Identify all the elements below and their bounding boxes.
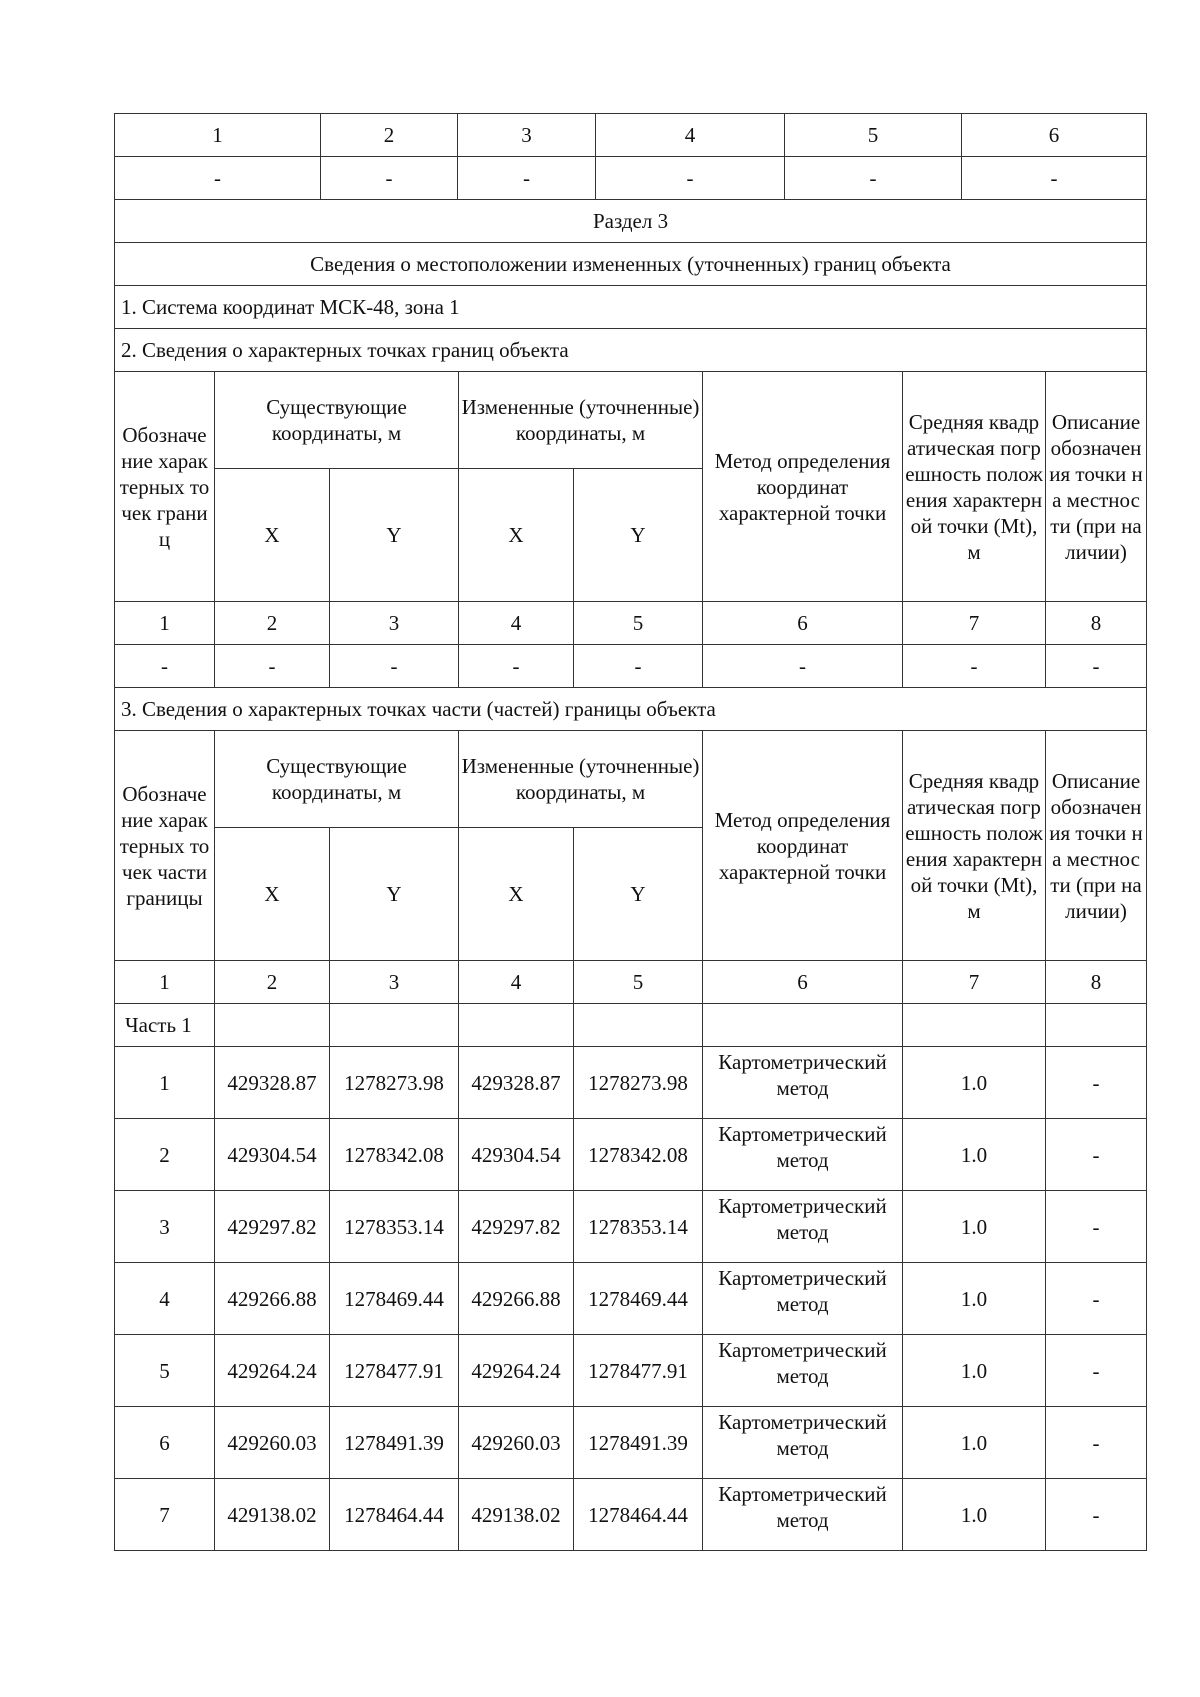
description-cell: - xyxy=(1046,1263,1147,1335)
existing-x: 429260.03 xyxy=(215,1407,330,1479)
existing-x: 429266.88 xyxy=(215,1263,330,1335)
col-number: 3 xyxy=(330,602,459,645)
top-cell: - xyxy=(962,157,1147,200)
top-cell: - xyxy=(458,157,596,200)
existing-x: 429297.82 xyxy=(215,1191,330,1263)
description-cell: - xyxy=(1046,1119,1147,1191)
top-table xyxy=(114,113,1147,200)
header-existing: Существующие координаты, м xyxy=(215,731,459,828)
description-cell: - xyxy=(1046,1191,1147,1263)
empty-cell: - xyxy=(115,645,215,688)
header-y: Y xyxy=(330,828,459,961)
existing-y: 1278491.39 xyxy=(330,1407,459,1479)
header-accuracy: Средняя квадратическая погрешность положения характерной точки (Mt), м xyxy=(903,731,1046,961)
header-description: Описание обозначения точки на местности (при наличии) xyxy=(1046,372,1147,602)
header-changed: Измененные (уточненные) координаты, м xyxy=(459,372,703,469)
accuracy-cell: 1.0 xyxy=(903,1047,1046,1119)
header-x: X xyxy=(215,469,330,602)
header-y: Y xyxy=(574,828,703,961)
top-cell: - xyxy=(321,157,458,200)
document-page xyxy=(114,113,1146,1551)
points-number-row xyxy=(115,602,1147,645)
changed-y: 1278469.44 xyxy=(574,1263,703,1335)
top-header-cell: 6 xyxy=(962,114,1147,157)
col-number: 5 xyxy=(574,602,703,645)
accuracy-cell: 1.0 xyxy=(903,1191,1046,1263)
parts-number-row xyxy=(115,961,1147,1004)
empty-cell: - xyxy=(903,645,1046,688)
section-table xyxy=(114,200,1147,1551)
header-existing: Существующие координаты, м xyxy=(215,372,459,469)
point-number: 5 xyxy=(115,1335,215,1407)
changed-x: 429138.02 xyxy=(459,1479,574,1551)
accuracy-cell: 1.0 xyxy=(903,1407,1046,1479)
header-col1-parts: Обозначение характерных точек части границы xyxy=(115,731,215,961)
section-title: Раздел 3 xyxy=(115,200,1147,243)
method-cell: Картометрический метод xyxy=(703,1119,903,1191)
existing-x: 429264.24 xyxy=(215,1335,330,1407)
existing-y: 1278353.14 xyxy=(330,1191,459,1263)
header-y: Y xyxy=(330,469,459,602)
empty-cell: - xyxy=(1046,645,1147,688)
accuracy-cell: 1.0 xyxy=(903,1479,1046,1551)
top-header-cell: 3 xyxy=(458,114,596,157)
table-row xyxy=(115,1407,1147,1479)
header-method: Метод определения координат характерной точки xyxy=(703,731,903,961)
changed-x: 429266.88 xyxy=(459,1263,574,1335)
top-cell: - xyxy=(115,157,321,200)
point-number: 3 xyxy=(115,1191,215,1263)
table-row xyxy=(115,1191,1147,1263)
col-number: 7 xyxy=(903,961,1046,1004)
description-cell: - xyxy=(1046,1479,1147,1551)
changed-x: 429297.82 xyxy=(459,1191,574,1263)
table-row xyxy=(115,1119,1147,1191)
header-x: X xyxy=(459,469,574,602)
existing-y: 1278273.98 xyxy=(330,1047,459,1119)
col-number: 1 xyxy=(115,602,215,645)
method-cell: Картометрический метод xyxy=(703,1191,903,1263)
existing-x: 429138.02 xyxy=(215,1479,330,1551)
top-table-row xyxy=(115,157,1147,200)
top-header-cell: 2 xyxy=(321,114,458,157)
parts-title: 3. Сведения о характерных точках части (частей) границы объекта xyxy=(115,688,1147,731)
existing-y: 1278477.91 xyxy=(330,1335,459,1407)
points-title: 2. Сведения о характерных точках границ объекта xyxy=(115,329,1147,372)
method-cell: Картометрический метод xyxy=(703,1263,903,1335)
method-cell: Картометрический метод xyxy=(703,1407,903,1479)
point-number: 1 xyxy=(115,1047,215,1119)
header-accuracy: Средняя квадратическая погрешность положения характерной точки (Mt), м xyxy=(903,372,1046,602)
changed-y: 1278477.91 xyxy=(574,1335,703,1407)
col-number: 2 xyxy=(215,961,330,1004)
coord-system: 1. Система координат МСК-48, зона 1 xyxy=(115,286,1147,329)
existing-y: 1278464.44 xyxy=(330,1479,459,1551)
description-cell: - xyxy=(1046,1407,1147,1479)
table-row xyxy=(115,1335,1147,1407)
table-row xyxy=(115,1479,1147,1551)
changed-y: 1278353.14 xyxy=(574,1191,703,1263)
description-cell: - xyxy=(1046,1335,1147,1407)
section-subtitle: Сведения о местоположении измененных (уточненных) границ объекта xyxy=(115,243,1147,286)
existing-x: 429328.87 xyxy=(215,1047,330,1119)
col-number: 8 xyxy=(1046,602,1147,645)
part-label-row xyxy=(115,1004,1147,1047)
top-header-cell: 5 xyxy=(785,114,962,157)
col-number: 3 xyxy=(330,961,459,1004)
table-row xyxy=(115,1263,1147,1335)
method-cell: Картометрический метод xyxy=(703,1335,903,1407)
top-header-cell: 4 xyxy=(596,114,785,157)
point-number: 6 xyxy=(115,1407,215,1479)
header-description: Описание обозначения точки на местности (при наличии) xyxy=(1046,731,1147,961)
header-y: Y xyxy=(574,469,703,602)
point-number: 7 xyxy=(115,1479,215,1551)
empty-cell: - xyxy=(215,645,330,688)
changed-y: 1278491.39 xyxy=(574,1407,703,1479)
changed-y: 1278273.98 xyxy=(574,1047,703,1119)
header-method: Метод определения координат характерной точки xyxy=(703,372,903,602)
changed-x: 429304.54 xyxy=(459,1119,574,1191)
col-number: 4 xyxy=(459,602,574,645)
header-x: X xyxy=(459,828,574,961)
existing-y: 1278469.44 xyxy=(330,1263,459,1335)
empty-cell: - xyxy=(459,645,574,688)
col-number: 6 xyxy=(703,602,903,645)
col-number: 4 xyxy=(459,961,574,1004)
header-col1: Обозначение характерных точек границ xyxy=(115,372,215,602)
existing-x: 429304.54 xyxy=(215,1119,330,1191)
point-number: 4 xyxy=(115,1263,215,1335)
top-cell: - xyxy=(596,157,785,200)
top-cell: - xyxy=(785,157,962,200)
table-row xyxy=(115,1047,1147,1119)
points-empty-row xyxy=(115,645,1147,688)
empty-cell: - xyxy=(703,645,903,688)
changed-x: 429328.87 xyxy=(459,1047,574,1119)
parts-header-row xyxy=(115,731,1147,828)
part-label: Часть 1 xyxy=(115,1004,215,1047)
points-header-row xyxy=(115,372,1147,469)
top-header-cell: 1 xyxy=(115,114,321,157)
header-changed: Измененные (уточненные) координаты, м xyxy=(459,731,703,828)
empty-cell: - xyxy=(574,645,703,688)
col-number: 5 xyxy=(574,961,703,1004)
col-number: 1 xyxy=(115,961,215,1004)
changed-y: 1278464.44 xyxy=(574,1479,703,1551)
accuracy-cell: 1.0 xyxy=(903,1335,1046,1407)
method-cell: Картометрический метод xyxy=(703,1479,903,1551)
col-number: 6 xyxy=(703,961,903,1004)
method-cell: Картометрический метод xyxy=(703,1047,903,1119)
header-x: X xyxy=(215,828,330,961)
top-table-header-row xyxy=(115,114,1147,157)
existing-y: 1278342.08 xyxy=(330,1119,459,1191)
empty-cell: - xyxy=(330,645,459,688)
accuracy-cell: 1.0 xyxy=(903,1119,1046,1191)
col-number: 2 xyxy=(215,602,330,645)
description-cell: - xyxy=(1046,1047,1147,1119)
point-number: 2 xyxy=(115,1119,215,1191)
changed-x: 429260.03 xyxy=(459,1407,574,1479)
col-number: 7 xyxy=(903,602,1046,645)
accuracy-cell: 1.0 xyxy=(903,1263,1046,1335)
changed-x: 429264.24 xyxy=(459,1335,574,1407)
col-number: 8 xyxy=(1046,961,1147,1004)
changed-y: 1278342.08 xyxy=(574,1119,703,1191)
